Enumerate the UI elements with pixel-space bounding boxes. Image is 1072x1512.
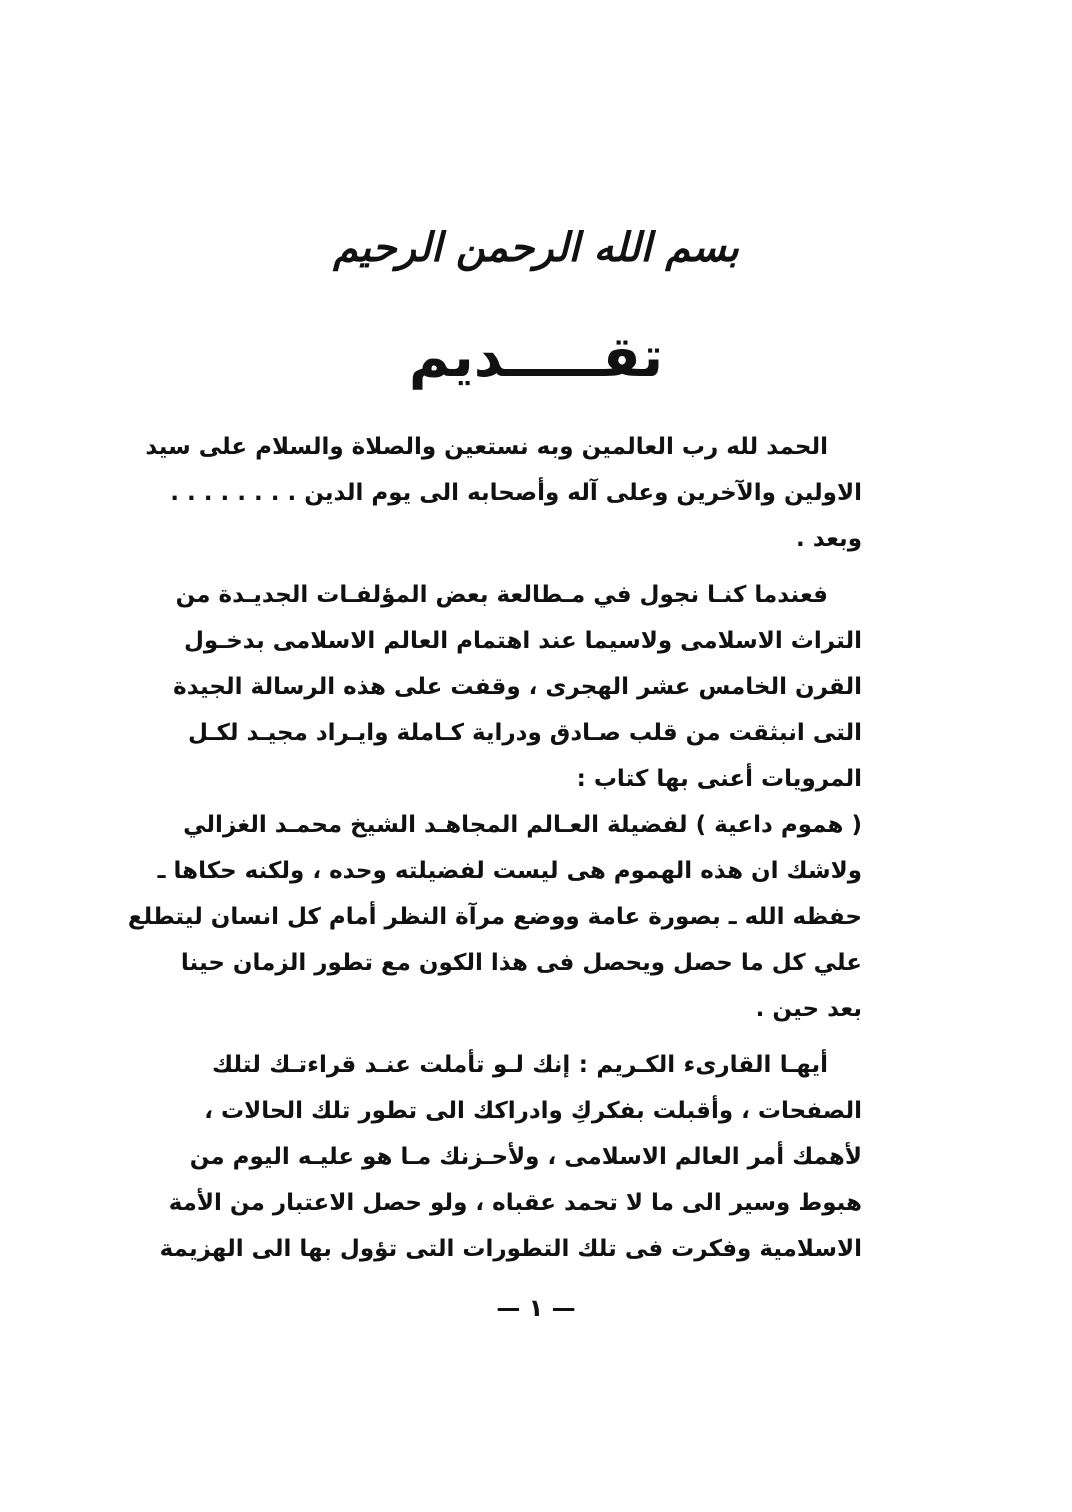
text-line: القرن الخامس عشر الهجرى ، وقفت على هذه الرسالة الجيدة (173, 674, 862, 700)
paragraph-intro (127, 572, 862, 1032)
text-line: هبوط وسير الى ما لا تحمد عقباه ، ولو حصل الاعتبار من الأمة (168, 1190, 862, 1216)
text-line: التراث الاسلامى ولاسيما عند اهتمام العالم الاسلامى بدخـول (183, 628, 862, 654)
page-number: — ١ — (496, 1294, 576, 1322)
text-line: وبعد . (796, 526, 862, 552)
text-line: الاولين والآخرين وعلى آله وأصحابه الى يوم الدين . . . . . . . . (170, 480, 862, 506)
body-text (127, 424, 862, 1272)
paragraph-reader (159, 1042, 862, 1272)
text-line: الاسلامية وفكرت فى تلك التطورات التى تؤول بها الى الهزيمة (159, 1236, 862, 1262)
text-line: علي كل ما حصل ويحصل فى هذا الكون مع تطور الزمان حينا (180, 950, 862, 976)
text-line: بعد حين . (755, 996, 862, 1022)
text-line: الحمد لله رب العالمين وبه نستعين والصلاة والسلام على سيد (145, 434, 828, 460)
text-line: الصفحات ، وأقبلت بفكركِ وادراكك الى تطور تلك الحالات ، (204, 1098, 862, 1124)
text-line: لأهمك أمر العالم الاسلامى ، ولأحـزنك مـا هو عليـه اليوم من (189, 1144, 862, 1170)
text-line: أيهـا القارىء الكـريم : إنك لـو تأملت عنـد قراءتـك لتلك (212, 1052, 828, 1078)
text-line: التى انبثقت من قلب صـادق ودراية كـاملة وايـراد مجيـد لكـل (188, 720, 862, 746)
paragraph-opening (145, 424, 862, 562)
text-line: المرويات أعنى بها كتاب : (576, 766, 862, 792)
page-title: تقـــــديم (408, 325, 664, 390)
text-line: حفظه الله ـ بصورة عامة ووضع مرآة النظر أمام كل انسان ليتطلع (127, 904, 862, 930)
text-line: فعندما كنـا نجول في مـطالعة بعض المؤلفـات الجديـدة من (175, 582, 828, 608)
basmala-heading: بسم الله الرحمن الرحيم (333, 225, 739, 271)
text-line: ( هموم داعية ) لفضيلة العـالم المجاهـد الشيخ محمـد الغزالي (183, 812, 862, 838)
text-line: ولاشك ان هذه الهموم هى ليست لفضيلته وحده ، ولكنه حكاها ـ (157, 858, 862, 884)
